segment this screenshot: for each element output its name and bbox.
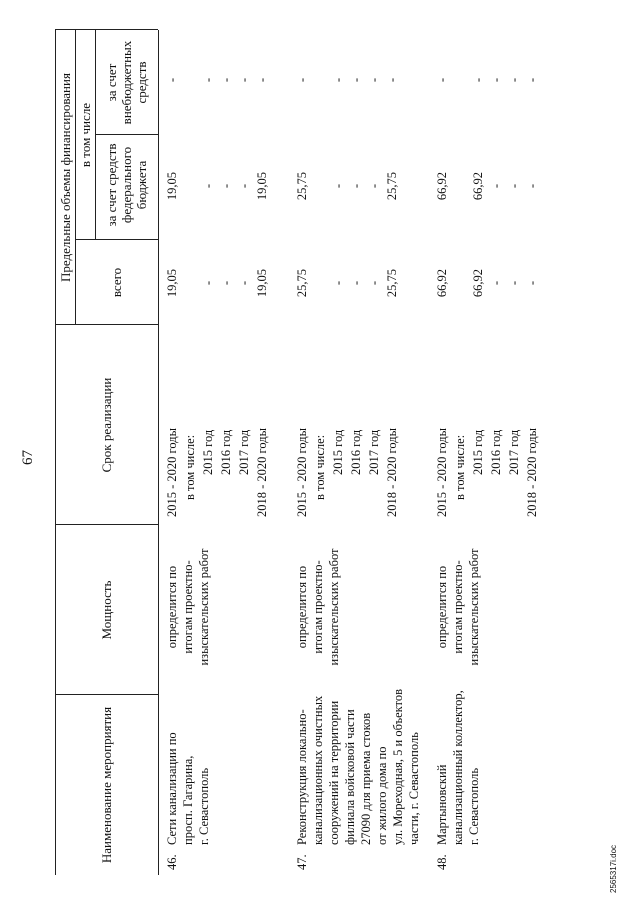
row-period: 2018 - 2020 годы [255, 427, 269, 517]
row-federal-value: - [331, 183, 345, 189]
header-name: Наименование мероприятия [99, 706, 114, 864]
row-period: 2015 - 2020 годы [295, 427, 309, 517]
row-period: 2016 год [349, 429, 363, 475]
row-extra-value: - [489, 77, 503, 83]
row-total-value: - [489, 280, 503, 286]
row-total-value: 19,05 [255, 268, 269, 298]
row-total-value: 25,75 [385, 268, 399, 298]
row-federal-value: - [219, 183, 233, 189]
row-total-value: 25,75 [295, 268, 309, 298]
row-period: в том числе: [313, 434, 327, 500]
row-period: 2015 - 2020 годы [435, 427, 449, 517]
row-federal-value: 66,92 [471, 171, 485, 201]
row-name-line: канализационных очистных [311, 695, 325, 845]
row-federal-value: - [349, 183, 363, 189]
row-extra-value: - [471, 77, 485, 83]
row-period: 2015 - 2020 годы [165, 427, 179, 517]
row-federal-value: - [201, 183, 215, 189]
row-extra-value: - [237, 77, 251, 83]
row-total-value: - [219, 280, 233, 286]
row-name-line: филиала войсковой части [343, 709, 357, 845]
row-name-line: г. Севастополь [467, 767, 481, 845]
row-period: в том числе: [453, 434, 467, 500]
row-number: 48. [435, 854, 449, 870]
header-extrabudget: за счет внебюджетных средств [104, 40, 149, 125]
row-power-line: определится по [295, 565, 309, 649]
row-extra-value: - [165, 77, 179, 83]
row-total-value: - [331, 280, 345, 286]
row-name-line: Мартыновский [435, 764, 449, 845]
row-extra-value: - [331, 77, 345, 83]
row-period: 2017 год [367, 429, 381, 475]
row-name-line: Сети канализации по [165, 732, 179, 845]
row-number: 47. [295, 854, 309, 870]
row-power-line: определится по [435, 565, 449, 649]
header-power: Мощность [99, 580, 114, 640]
row-federal-value: - [489, 183, 503, 189]
footer-code: 2565317i.doc [609, 844, 618, 893]
row-name-line: просп. Гагарина, [181, 755, 195, 845]
row-total-value: 66,92 [471, 268, 485, 298]
row-name-line: от жилого дома по [375, 746, 389, 845]
row-power-line: определится по [165, 565, 179, 649]
row-power-line: изыскательских работ [467, 548, 481, 666]
row-total-value: - [237, 280, 251, 286]
row-federal-value: 25,75 [385, 171, 399, 201]
row-period: 2018 - 2020 годы [525, 427, 539, 517]
row-power-line: изыскательских работ [197, 548, 211, 666]
row-power-line: итогам проектно- [311, 560, 325, 654]
row-number: 46. [165, 854, 179, 870]
header-total: всего [109, 267, 124, 298]
row-total-value: 19,05 [165, 268, 179, 298]
row-name-line: Реконструкция локально- [295, 709, 309, 845]
header-period: Срок реализации [99, 377, 114, 473]
row-extra-value: - [295, 77, 309, 83]
row-federal-value: - [237, 183, 251, 189]
row-total-value: - [349, 280, 363, 286]
header-financing: Предельные объемы финансирования [57, 73, 73, 282]
row-period: 2018 - 2020 годы [385, 427, 399, 517]
row-extra-value: - [435, 77, 449, 83]
header-including: в том числе [77, 102, 93, 168]
row-extra-value: - [219, 77, 233, 83]
row-name-line: сооружений на территории [327, 700, 341, 845]
row-extra-value: - [201, 77, 215, 83]
row-extra-value: - [349, 77, 363, 83]
row-total-value: - [525, 280, 539, 286]
row-extra-value: - [367, 77, 381, 83]
page-number: 67 [20, 450, 36, 465]
row-name-line: канализационный коллектор, [451, 690, 465, 845]
row-period: 2015 год [201, 429, 215, 475]
header-bottom-border [158, 30, 159, 875]
row-period: 2015 год [331, 429, 345, 475]
row-federal-value: 19,05 [165, 171, 179, 201]
row-period: 2015 год [471, 429, 485, 475]
row-federal-value: 19,05 [255, 171, 269, 201]
row-total-value: - [201, 280, 215, 286]
row-federal-value: - [507, 183, 521, 189]
row-period: 2016 год [219, 429, 233, 475]
row-federal-value: - [367, 183, 381, 189]
row-name-line: г. Севастополь [197, 767, 211, 845]
row-extra-value: - [525, 77, 539, 83]
row-extra-value: - [385, 77, 399, 83]
row-period: 2017 год [507, 429, 521, 475]
row-total-value: - [367, 280, 381, 286]
row-total-value: 66,92 [435, 268, 449, 298]
row-period: 2017 год [237, 429, 251, 475]
row-federal-value: 66,92 [435, 171, 449, 201]
row-power-line: итогам проектно- [181, 560, 195, 654]
row-extra-value: - [507, 77, 521, 83]
row-name-line: 27090 для приема стоков [359, 712, 373, 845]
row-federal-value: 25,75 [295, 171, 309, 201]
row-power-line: изыскательских работ [327, 548, 341, 666]
row-total-value: - [507, 280, 521, 286]
row-federal-value: - [525, 183, 539, 189]
row-power-line: итогам проектно- [451, 560, 465, 654]
row-period: в том числе: [183, 434, 197, 500]
row-extra-value: - [255, 77, 269, 83]
row-period: 2016 год [489, 429, 503, 475]
header-federal-budget: за счет средств федерального бюджета [104, 143, 149, 227]
row-name-line: части, г. Севастополь [407, 732, 421, 845]
row-name-line: ул. Мореходная, 5 и объектов [391, 689, 405, 845]
